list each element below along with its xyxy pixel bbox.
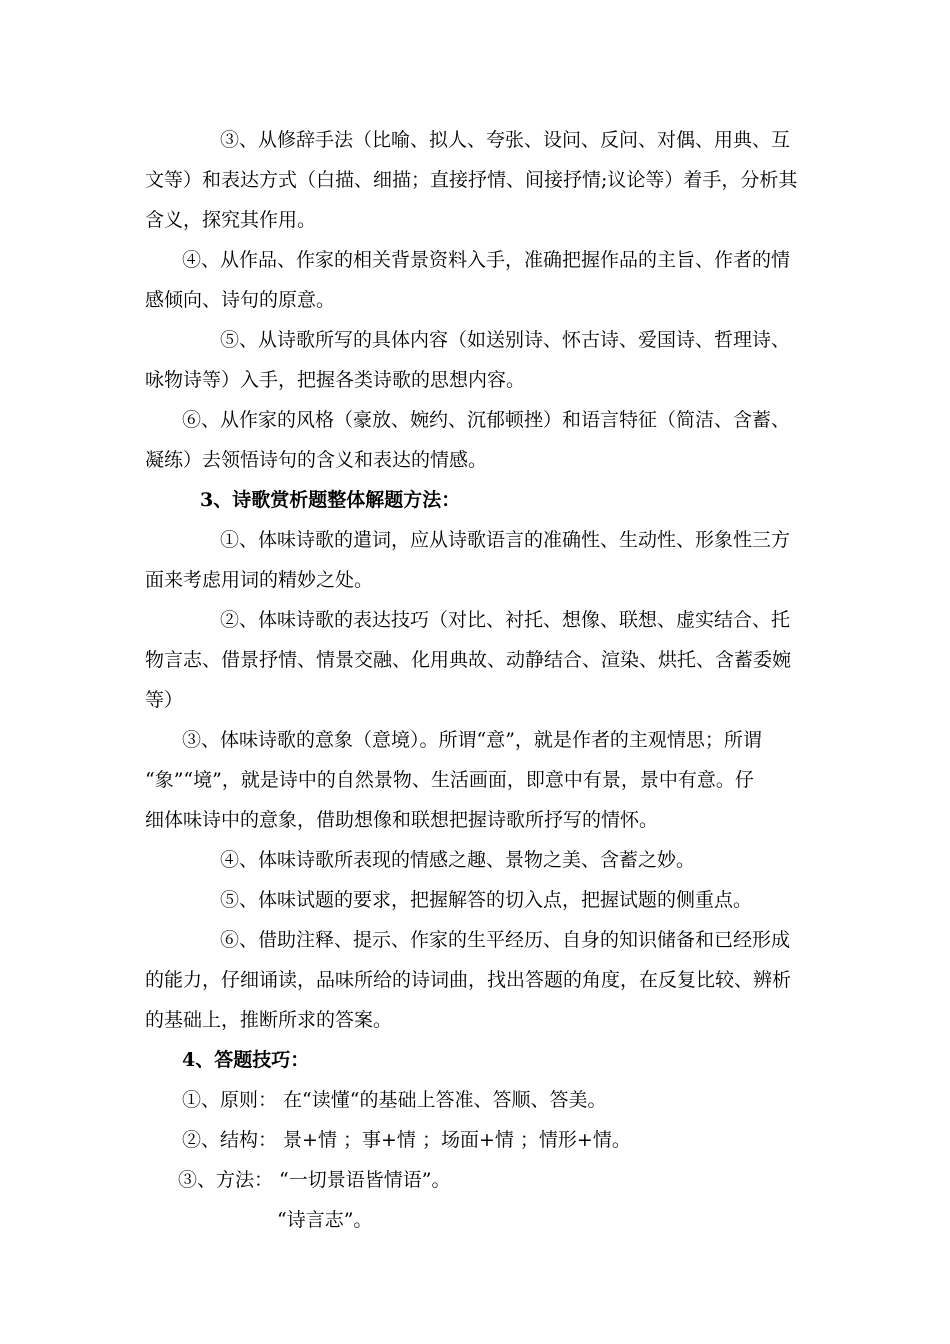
text-line: 等） — [145, 689, 184, 711]
text-line: “诗言志”。 — [277, 1209, 373, 1231]
text-line: 面来考虑用词的精妙之处。 — [145, 569, 374, 591]
text-line: ④、体味诗歌所表现的情感之趣、景物之美、含蓄之妙。 — [220, 849, 696, 871]
text-line: ⑤、从诗歌所写的具体内容（如送别诗、怀古诗、爱国诗、哲理诗、 — [220, 329, 791, 351]
text-line: 细体味诗中的意象，借助想像和联想把握诗歌所抒写的情怀。 — [145, 809, 659, 831]
text-line: 的能力，仔细诵读，品味所给的诗词曲，找出答题的角度，在反复比较、辨析 — [145, 969, 792, 991]
text-line: “象”“境”，就是诗中的自然景物、生活画面，即意中有景，景中有意。仔 — [145, 769, 754, 791]
text-line: ③、体味诗歌的意象（意境）。所谓“意”，就是作者的主观情思；所谓 — [182, 729, 762, 751]
text-line: 物言志、借景抒情、情景交融、化用典故、动静结合、渲染、烘托、含蓄委婉 — [145, 649, 792, 671]
text-line: ①、体味诗歌的遣词，应从诗歌语言的准确性、生动性、形象性三方 — [220, 529, 791, 551]
text-line: 含义，探究其作用。 — [145, 209, 317, 231]
section-heading: 3、诗歌赏析题整体解题方法： — [200, 489, 461, 511]
text-line: ②、结构： 景+情 ；事+情 ；场面+情 ；情形+情。 — [182, 1129, 631, 1151]
text-line: ①、原则： 在“读懂“的基础上答准、答顺、答美。 — [182, 1089, 607, 1111]
text-line: ⑥、从作家的风格（豪放、婉约、沉郁顿挫）和语言特征（简洁、含蓄、 — [182, 409, 791, 431]
text-line: ⑥、借助注释、提示、作家的生平经历、自身的知识储备和已经形成 — [220, 929, 791, 951]
text-line: 的基础上，推断所求的答案。 — [145, 1009, 393, 1031]
text-line: 凝练）去领悟诗句的含义和表达的情感。 — [145, 449, 488, 471]
text-line: 感倾向、诗句的原意。 — [145, 289, 336, 311]
section-heading: 4、答题技巧： — [182, 1049, 310, 1071]
text-line: ④、从作品、作家的相关背景资料入手，准确把握作品的主旨、作者的情 — [182, 249, 791, 271]
text-line: ③、方法： “一切景语皆情语”。 — [178, 1169, 451, 1191]
text-line: 咏物诗等）入手，把握各类诗歌的思想内容。 — [145, 369, 526, 391]
text-line: ⑤、体味试题的要求，把握解答的切入点，把握试题的侧重点。 — [220, 889, 753, 911]
text-line: 文等）和表达方式（白描、细描；直接抒情、间接抒情;议论等）着手，分析其 — [145, 169, 798, 191]
text-line: ②、体味诗歌的表达技巧（对比、衬托、想像、联想、虚实结合、托 — [220, 609, 791, 631]
text-line: ③、从修辞手法（比喻、拟人、夸张、设问、反问、对偶、用典、互 — [220, 129, 791, 151]
